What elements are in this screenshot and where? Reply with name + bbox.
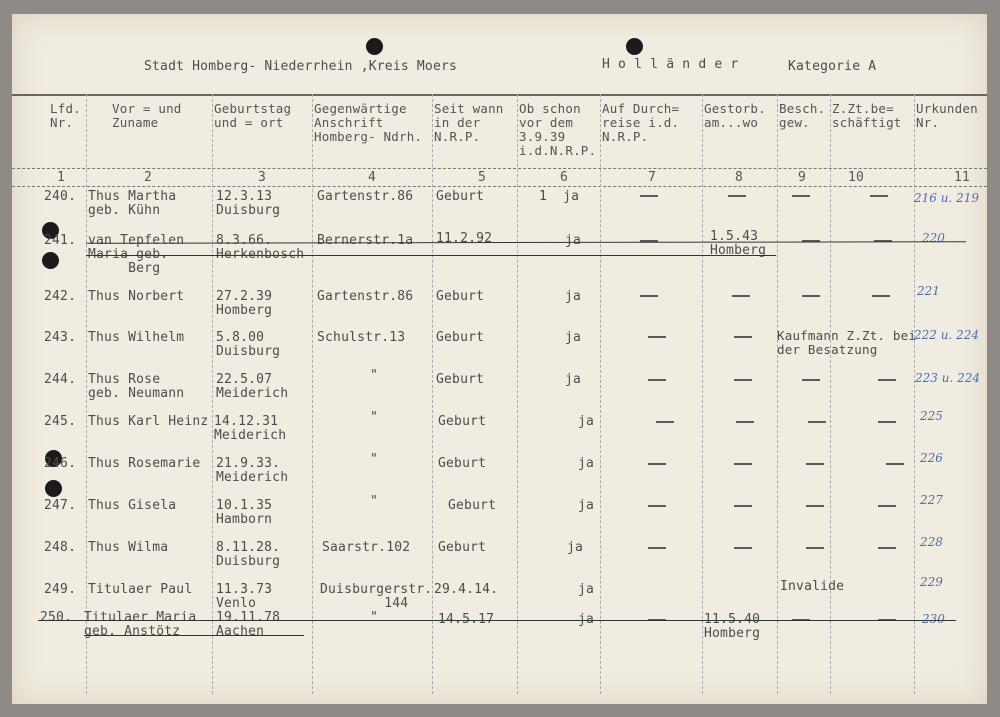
column-number: 9 <box>798 170 807 185</box>
row-nr: 241. <box>44 233 77 248</box>
punch-hole <box>42 252 59 269</box>
row-document-nr: 222 u. 224 <box>914 328 979 342</box>
empty-dash <box>886 463 904 465</box>
row-before: ja <box>578 582 595 597</box>
header-bottom-rule <box>12 168 987 169</box>
row-document-nr: 216 u. 219 <box>914 191 979 205</box>
empty-dash <box>648 336 666 338</box>
col-header-since: Seit wann in der N.R.P. <box>434 101 504 144</box>
col-header-birth: Geburtstag und = ort <box>214 101 292 130</box>
column-number: 4 <box>368 170 377 185</box>
row-name: van Tepfelen Maria geb. Berg <box>88 233 185 276</box>
row-occupation: Kaufmann Z.Zt. bei der Besatzung <box>777 328 917 357</box>
row-address: Saarstr.102 <box>322 540 411 555</box>
column-number: 2 <box>144 170 153 185</box>
row-name: Thus Martha geb. Kühn <box>88 189 177 218</box>
row-before: ja <box>567 540 584 555</box>
col-divider <box>212 94 213 694</box>
nationality-header: H o l l ä n d e r <box>602 57 739 72</box>
empty-dash <box>870 195 888 197</box>
col-header-before: Ob schon vor dem 3.9.39 i.d.N.R.P. <box>519 101 597 158</box>
row-nr: 246. <box>44 456 77 471</box>
row-before: ja <box>565 289 582 304</box>
row-document-nr: 221 <box>917 284 940 298</box>
col-divider <box>312 94 313 694</box>
empty-dash <box>878 379 896 381</box>
row-birth: 22.5.07 Meiderich <box>216 372 289 401</box>
col-header-died: Gestorb. am...wo <box>704 101 766 130</box>
row-birth: 21.9.33. Meiderich <box>216 456 289 485</box>
strikethrough-line <box>84 635 304 636</box>
row-died: 11.5.40 Homberg <box>704 612 761 641</box>
row-since: Geburt <box>438 456 487 471</box>
empty-dash <box>792 195 810 197</box>
row-document-nr: 228 <box>920 535 943 549</box>
row-occupation: Invalide <box>780 579 845 594</box>
row-birth: 27.2.39 Homberg <box>216 289 273 318</box>
empty-dash <box>734 336 752 338</box>
row-since: Geburt <box>436 372 485 387</box>
row-document-nr: 230 <box>922 612 945 626</box>
col-header-besch: Besch. gew. <box>779 101 826 130</box>
empty-dash <box>806 505 824 507</box>
row-before: ja <box>565 330 582 345</box>
empty-dash <box>648 547 666 549</box>
empty-dash <box>878 505 896 507</box>
row-name: Thus Rosemarie <box>88 456 201 471</box>
colnum-bottom-rule <box>12 186 987 187</box>
row-before: 1 ja <box>539 189 580 204</box>
row-birth: 14.12.31 Meiderich <box>214 414 287 443</box>
row-name: Thus Norbert <box>88 289 185 304</box>
empty-dash <box>648 379 666 381</box>
row-birth: 11.3.73 Venlo <box>216 582 273 611</box>
row-nr: 243. <box>44 330 77 345</box>
row-nr: 240. <box>44 189 77 204</box>
row-birth: 5.8.00 Duisburg <box>216 330 281 359</box>
row-nr: 247. <box>44 498 77 513</box>
empty-dash <box>734 547 752 549</box>
row-since: Geburt <box>438 414 487 429</box>
column-number: 11 <box>954 170 971 185</box>
row-name: Titulaer Paul <box>88 582 193 597</box>
row-name: Thus Wilhelm <box>88 330 185 345</box>
empty-dash <box>640 195 658 197</box>
col-header-employed: Z.Zt.be= schäftigt <box>832 101 902 130</box>
empty-dash <box>648 463 666 465</box>
row-address: " <box>370 368 379 383</box>
row-since: Geburt <box>436 289 485 304</box>
empty-dash <box>734 505 752 507</box>
row-nr: 244. <box>44 372 77 387</box>
row-address: " <box>370 452 379 467</box>
column-number: 1 <box>57 170 66 185</box>
strikethrough-line <box>86 255 776 256</box>
empty-dash <box>732 295 750 297</box>
row-nr: 245. <box>44 414 77 429</box>
col-divider <box>914 94 915 694</box>
empty-dash <box>806 463 824 465</box>
empty-dash <box>872 295 890 297</box>
row-document-nr: 229 <box>920 575 943 589</box>
empty-dash <box>734 463 752 465</box>
col-divider <box>777 94 778 694</box>
row-before: ja <box>565 233 582 248</box>
registration-card <box>12 14 987 704</box>
col-header-transit: Auf Durch= reise i.d. N.R.P. <box>602 101 680 144</box>
row-address: Gartenstr.86 <box>317 189 414 204</box>
empty-dash <box>640 295 658 297</box>
column-number: 3 <box>258 170 267 185</box>
row-document-nr: 220 <box>922 231 945 245</box>
strikethrough-line <box>38 620 956 621</box>
row-document-nr: 226 <box>920 451 943 465</box>
row-document-nr: 223 u. 224 <box>915 371 980 385</box>
row-before: ja <box>578 414 595 429</box>
row-nr: 248. <box>44 540 77 555</box>
column-number: 10 <box>848 170 865 185</box>
row-since: Geburt <box>436 330 485 345</box>
empty-dash <box>878 547 896 549</box>
row-since: 14.5.17 <box>438 612 495 627</box>
row-since: Geburt <box>438 540 487 555</box>
punch-hole <box>45 480 62 497</box>
row-birth: 12.3.13 Duisburg <box>216 189 281 218</box>
empty-dash <box>802 295 820 297</box>
row-nr: 242. <box>44 289 77 304</box>
row-since: 29.4.14. <box>434 582 499 597</box>
row-birth: 10.1.35 Hamborn <box>216 498 273 527</box>
col-header-lfd-nr: Lfd. Nr. <box>50 101 81 130</box>
row-birth: 8.3.66. Herkenbosch <box>216 233 305 262</box>
punch-hole <box>366 38 383 55</box>
row-before: ja <box>578 456 595 471</box>
category-header: Kategorie A <box>788 59 877 74</box>
row-name: Thus Gisela <box>88 498 177 513</box>
col-header-documents: Urkunden Nr. <box>916 101 978 130</box>
strikethrough-line <box>86 241 966 244</box>
row-birth: 8.11.28. Duisburg <box>216 540 281 569</box>
row-name: Thus Wilma <box>88 540 169 555</box>
col-header-address: Gegenwärtige Anschrift Homberg- Ndrh. <box>314 101 423 144</box>
row-birth: 19.11.78 Aachen <box>216 610 281 639</box>
col-divider <box>86 94 87 694</box>
empty-dash <box>656 421 674 423</box>
empty-dash <box>808 421 826 423</box>
row-name: Thus Rose geb. Neumann <box>88 372 185 401</box>
column-number: 7 <box>648 170 657 185</box>
row-before: ja <box>565 372 582 387</box>
row-address: Gartenstr.86 <box>317 289 414 304</box>
empty-dash <box>648 505 666 507</box>
punch-hole <box>626 38 643 55</box>
empty-dash <box>802 379 820 381</box>
row-before: ja <box>578 498 595 513</box>
row-nr: 250. <box>40 610 73 625</box>
column-number: 6 <box>560 170 569 185</box>
table-top-rule <box>12 94 987 96</box>
col-divider <box>702 94 703 694</box>
row-nr: 249. <box>44 582 77 597</box>
row-since: 11.2.92 <box>436 231 493 246</box>
column-number: 5 <box>478 170 487 185</box>
row-document-nr: 225 <box>920 409 943 423</box>
col-divider <box>600 94 601 694</box>
row-address: Bernerstr.1a <box>317 233 414 248</box>
row-address: Duisburgerstr. 144 <box>320 582 433 611</box>
col-divider <box>517 94 518 694</box>
row-since: Geburt <box>448 498 497 513</box>
row-name: Titulaer Maria geb. Anstötz <box>84 610 197 639</box>
column-number: 8 <box>735 170 744 185</box>
empty-dash <box>736 421 754 423</box>
empty-dash <box>878 421 896 423</box>
empty-dash <box>728 195 746 197</box>
row-address: " <box>370 610 379 625</box>
row-name: Thus Karl Heinz <box>88 414 209 429</box>
row-address: " <box>370 494 379 509</box>
empty-dash <box>806 547 824 549</box>
city-header: Stadt Homberg- Niederrhein ,Kreis Moers <box>144 59 458 74</box>
row-address: Schulstr.13 <box>317 330 406 345</box>
row-since: Geburt <box>436 189 485 204</box>
row-document-nr: 227 <box>920 493 943 507</box>
row-before: ja <box>578 612 595 627</box>
col-divider <box>830 94 831 694</box>
empty-dash <box>734 379 752 381</box>
col-header-name: Vor = und Zuname <box>112 101 182 130</box>
row-address: " <box>370 410 379 425</box>
row-died: 1.5.43 Homberg <box>710 229 767 258</box>
